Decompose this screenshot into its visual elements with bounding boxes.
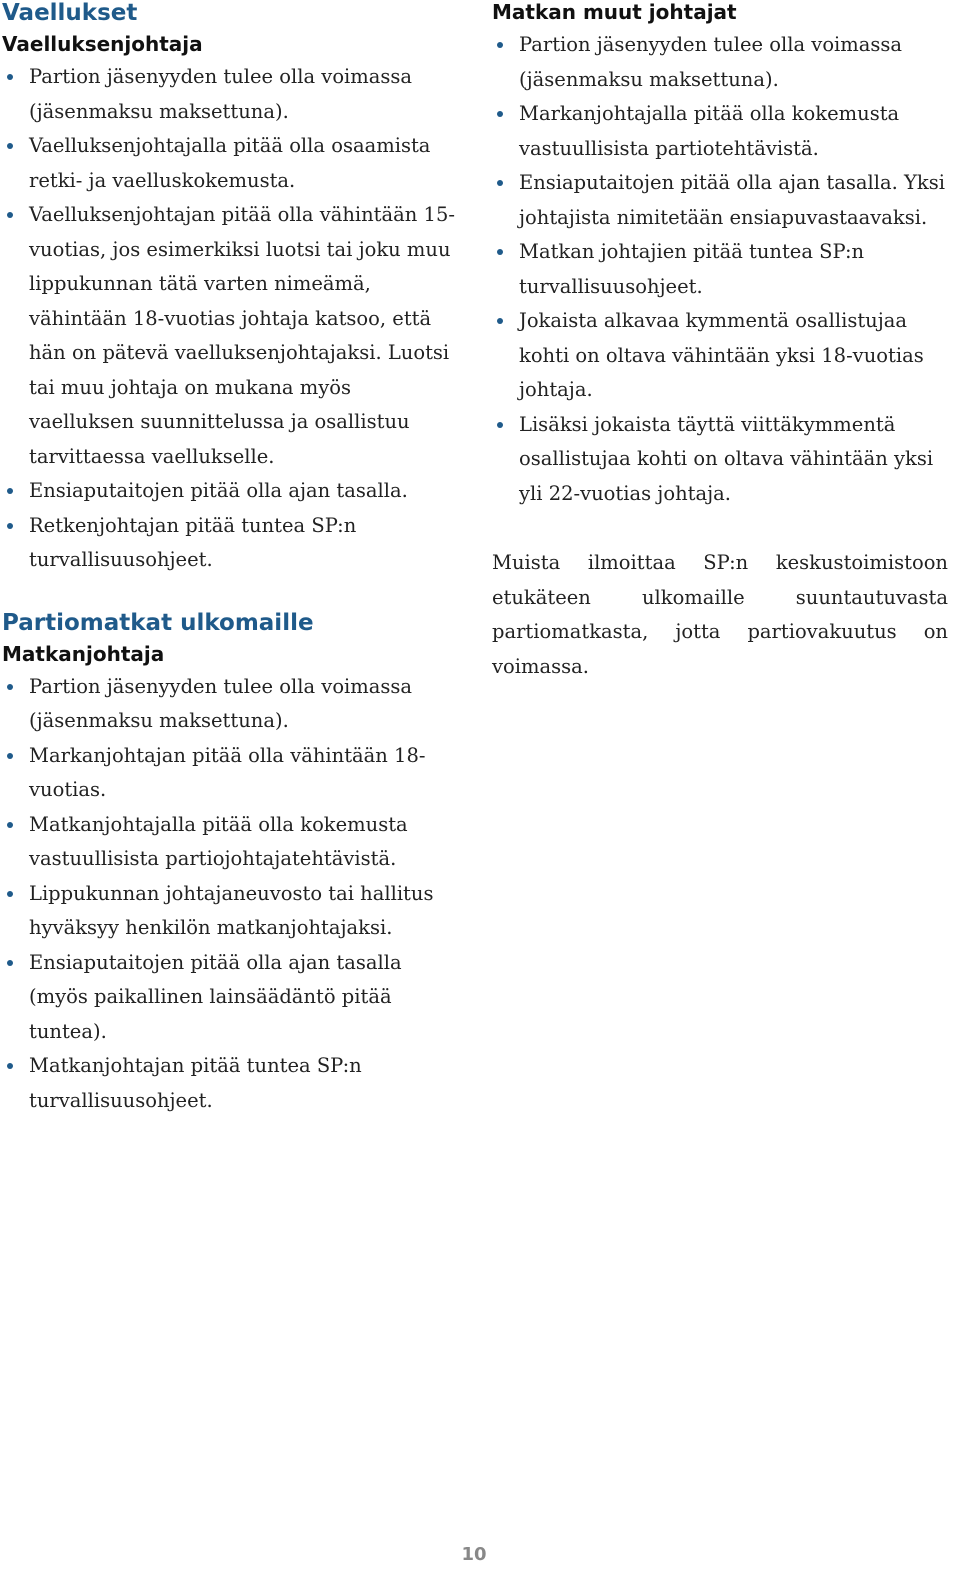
list-item: Partion jäsenyyden tulee olla voimassa (jäsenmaksu maksettuna). [2, 60, 462, 129]
list-item: Partion jäsenyyden tulee olla voimassa (jäsenmaksu maksettuna). [492, 28, 952, 97]
insurance-note: Muista ilmoittaa SP:n keskustoimistoon etukäteen ulkomaille suuntautuvasta partiomatkasta, jotta partiovakuutus on voimassa. [492, 551, 948, 678]
list-item: Markanjohtajan pitää olla vähintään 18-vuotias. [2, 739, 462, 808]
list-item: Lisäksi jokaista täyttä viittäkymmentä osallistujaa kohti on oltava vähintään yksi yli 22-vuotias johtaja. [492, 408, 952, 512]
section-spacer [2, 578, 462, 610]
list-item: Retkenjohtajan pitää tuntea SP:n turvallisuusohjeet. [2, 509, 462, 578]
list-item: Ensiaputaitojen pitää olla ajan tasalla (myös paikallinen lainsäädäntö pitää tuntea). [2, 946, 462, 1050]
page-number: 10 [461, 1544, 487, 1565]
list-item: Matkan johtajien pitää tuntea SP:n turvallisuusohjeet. [492, 235, 952, 304]
list-item: Vaelluksenjohtajan pitää olla vähintään 15-vuotias, jos esimerkiksi luotsi tai joku muu lippukunnan tätä varten nimeämä, vähintään 18-vuotias johtaja katsoo, että hän on pätevä vaelluksenjohtajaksi. Luotsi tai muu johtaja on mukana myös vaelluksen suunnittelussa ja osallistuu tarvittaessa vaellukselle. [2, 198, 462, 474]
subtitle-matkanjohtaja: Matkanjohtaja [2, 641, 165, 666]
list-item: Ensiaputaitojen pitää olla ajan tasalla. Yksi johtajista nimitetään ensiapuvastaavaksi. [492, 166, 952, 235]
section-title-vaellukset: Vaellukset [2, 0, 138, 26]
matkanjohtaja-list [2, 670, 462, 1119]
list-item: Jokaista alkavaa kymmentä osallistujaa kohti on oltava vähintään yksi 18-vuotias johtaja. [492, 304, 952, 408]
vaelluksenjohtaja-list [2, 60, 462, 578]
list-item: Matkanjohtajan pitää tuntea SP:n turvallisuusohjeet. [2, 1049, 462, 1118]
list-item: Lippukunnan johtajaneuvosto tai hallitus hyväksyy henkilön matkanjohtajaksi. [2, 877, 462, 946]
subtitle-vaelluksenjohtaja: Vaelluksenjohtaja [2, 32, 203, 56]
list-item: Markanjohtajalla pitää olla kokemusta vastuullisista partiotehtävistä. [492, 97, 952, 166]
list-item: Ensiaputaitojen pitää olla ajan tasalla. [2, 474, 462, 509]
muut-johtajat-list [492, 28, 952, 511]
left-column [2, 0, 462, 1118]
list-item: Partion jäsenyyden tulee olla voimassa (jäsenmaksu maksettuna). [2, 670, 462, 739]
list-item: Matkanjohtajalla pitää olla kokemusta vastuullisista partiojohtajatehtävistä. [2, 808, 462, 877]
right-column [492, 0, 952, 704]
subtitle-matkan-muut-johtajat: Matkan muut johtajat [492, 0, 737, 24]
section-title-partiomatkat: Partiomatkat ulkomaille [2, 609, 314, 636]
list-item: Vaelluksenjohtajalla pitää olla osaamista retki- ja vaelluskokemusta. [2, 129, 462, 198]
